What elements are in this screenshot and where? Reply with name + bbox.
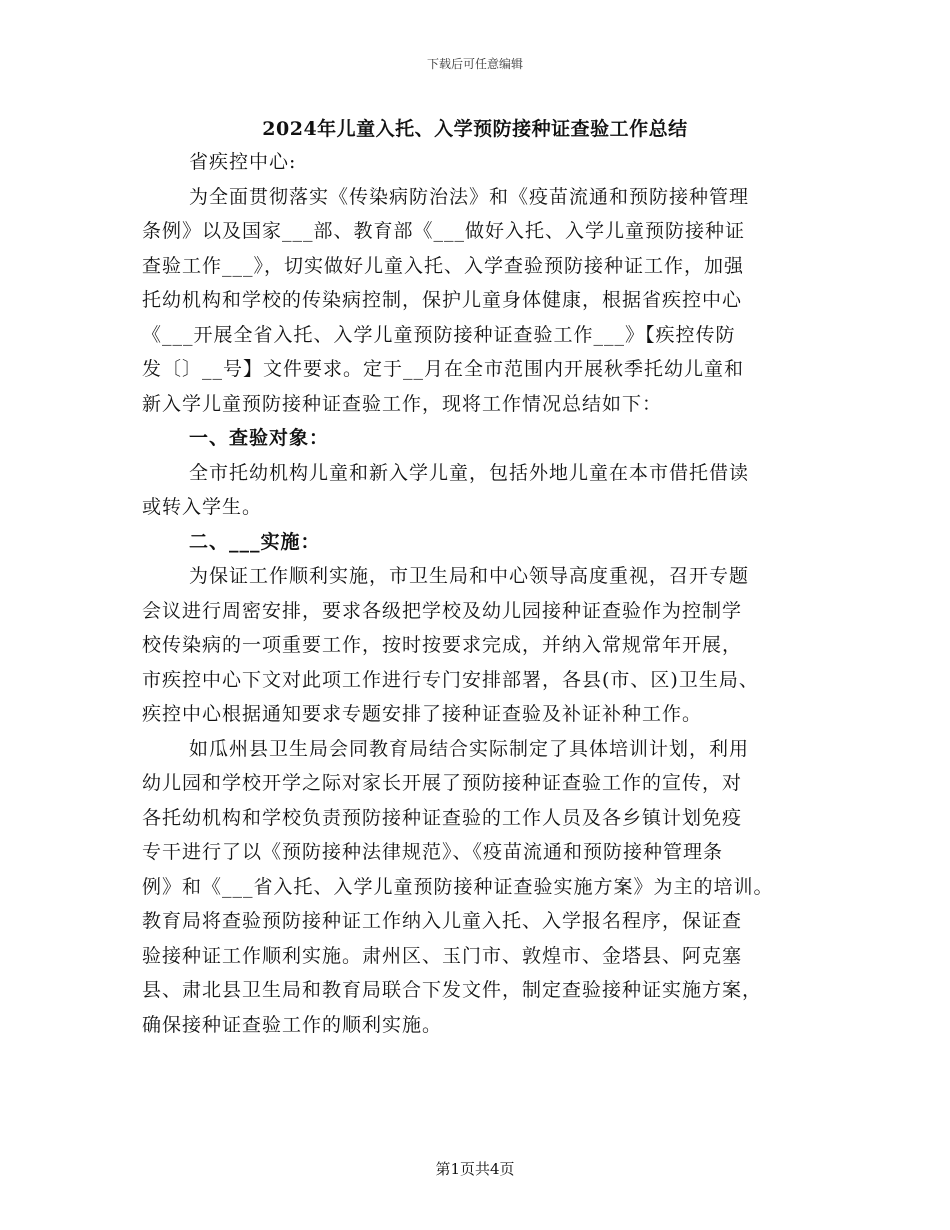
body-line: 县、肃北县卫生局和教育局联合下发文件，制定查验接种证实施方案， <box>142 979 763 1001</box>
body-line: 新入学儿童预防接种证查验工作，现将工作情况总结如下： <box>142 392 663 415</box>
document-body <box>142 145 812 1042</box>
body-line: 省疾控中心: <box>189 151 297 173</box>
body-line: 例》和《___省入托、入学儿童预防接种证查验实施方案》为主的培训。 <box>142 875 774 898</box>
body-line: 发〔〕__号】文件要求。定于__月在全市范围内开展秋季托幼儿童和 <box>142 358 745 380</box>
body-line: 《___开展全省入托、入学儿童预防接种证查验工作___》【疾控传防 <box>142 323 736 346</box>
body-line: 托幼机构和学校的传染病控制，保护儿童身体健康，根据省疾控中心 <box>142 289 743 311</box>
body-line: 为保证工作顺利实施，市卫生局和中心领导高度重视，召开专题 <box>189 565 750 587</box>
body-line: 市疾控中心下文对此项工作进行专门安排部署，各县(市、区)卫生局、 <box>142 668 759 691</box>
body-line: 校传染病的一项重要工作，按时按要求完成，并纳入常规常年开展， <box>142 634 743 656</box>
body-line: 疾控中心根据通知要求专题安排了接种证查验及补证补种工作。 <box>142 703 703 725</box>
body-line: 如瓜州县卫生局会同教育局结合实际制定了具体培训计划，利用 <box>189 737 750 760</box>
body-line: 专干进行了以《预防接种法律规范》、《疫苗流通和预防接种管理条 <box>142 841 724 863</box>
body-line: 会议进行周密安排，要求各级把学校及幼儿园接种证查验作为控制学 <box>142 599 743 622</box>
body-line: 条例》以及国家___部、教育部《___做好入托、入学儿童预防接种证 <box>142 220 746 242</box>
header-note: 下载后可任意编辑 <box>426 57 523 71</box>
body-line: 确保接种证查验工作的顺利实施。 <box>142 1013 443 1036</box>
body-line: 验接种证工作顺利实施。肃州区、玉门市、敦煌市、金塔县、阿克塞 <box>142 944 743 967</box>
body-line: 幼儿园和学校开学之际对家长开展了预防接种证查验工作的宣传，对 <box>142 772 743 794</box>
body-line: 各托幼机构和学校负责预防接种证查验的工作人员及各乡镇计划免疫 <box>142 806 743 829</box>
body-line: 全市托幼机构儿童和新入学儿童，包括外地儿童在本市借托借读 <box>189 461 750 484</box>
body-line: 教育局将查验预防接种证工作纳入儿童入托、入学报名程序，保证查 <box>142 910 743 932</box>
section-heading: 一、查验对象： <box>189 427 330 449</box>
page-footer: 第1页共4页 <box>435 1160 515 1178</box>
body-line: 查验工作___》，切实做好儿童入托、入学查验预防接种证工作，加强 <box>142 254 745 277</box>
section-heading: 二、___实施： <box>189 530 321 553</box>
body-line: 为全面贯彻落实《传染病防治法》和《疫苗流通和预防接种管理 <box>189 185 750 208</box>
document-title: 2024年儿童入托、入学预防接种证查验工作总结 <box>262 118 688 140</box>
body-line: 或转入学生。 <box>142 496 263 518</box>
